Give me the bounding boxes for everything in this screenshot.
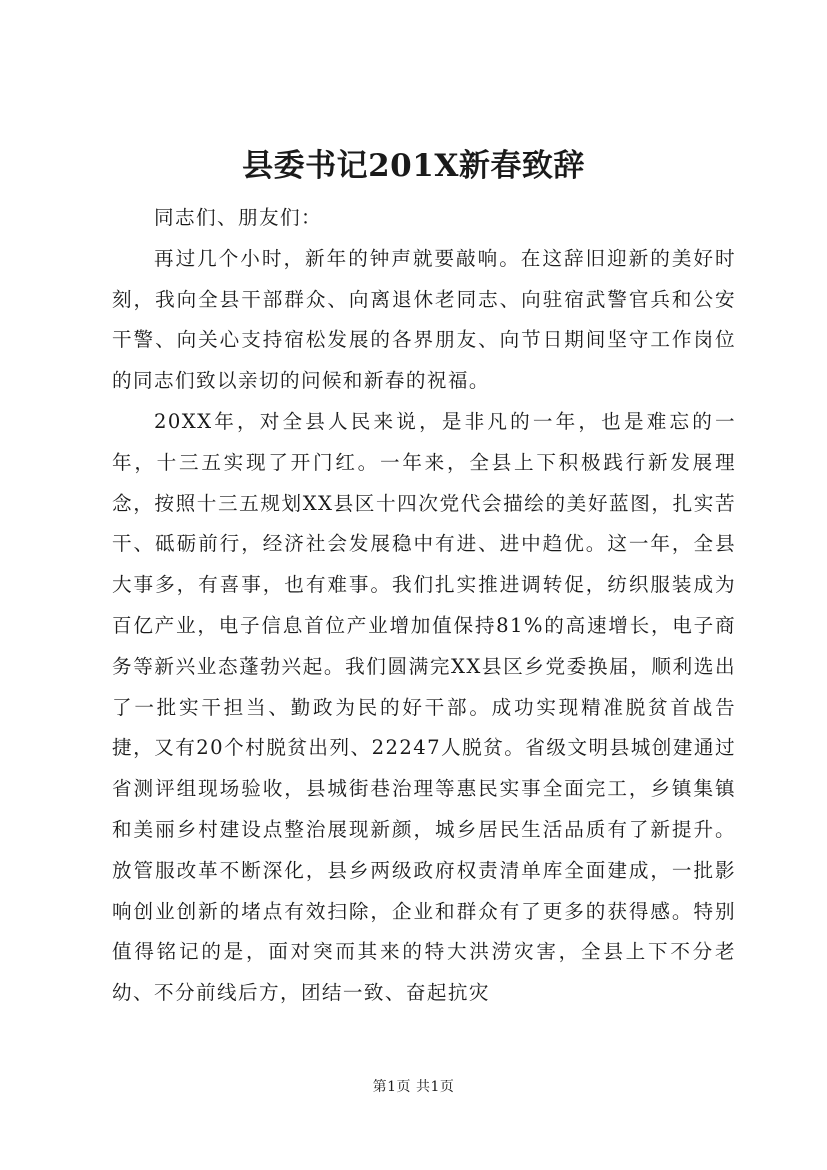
page-footer: 第1页 共1页 <box>372 1079 455 1095</box>
salutation: 同志们、朋友们： <box>154 206 322 229</box>
paragraph-2: 20XX年，对全县人民来说，是非凡的一年，也是难忘的一年，十三五实现了开门红。一年来，全县上下积极践行新发展理念，按照十三五规划XX县区十四次党代会描绘的美好蓝图，扎实苦干、砥砺前行，经济社会发展稳中有进、进中趋优。这一年，全县大事多，有喜事，也有难事。我们扎实推进调转促，纺织服装成为百亿产业，电子信息首位产业增加值保持81%的高速增长，电子商务等新兴业态蓬勃兴起。我们圆满完XX县区乡党委换届，顺利选出了一批实干担当、勤政为民的好干部。成功实现精准脱贫首战告捷，又有20个村脱贫出列、22247人脱贫。省级文明县城创建通过省测评组现场验收，县城街巷治理等惠民实事全面完工，乡镇集镇和美丽乡村建设点整治展现新颜，城乡居民生活品质有了新提升。放管服改革不断深化，县乡两级政府权责清单库全面建成，一批影响创业创新的堵点有效扫除，企业和群众有了更多的获得感。特别值得铭记的是，面对突而其来的特大洪涝灾害，全县上下不分老幼、不分前线后方，团结一致、奋起抗灾 <box>112 409 736 1005</box>
document-title: 县委书记201X新春致辞 <box>242 148 585 184</box>
document-body <box>112 198 736 1014</box>
paragraph-1: 再过几个小时，新年的钟声就要敲响。在这辞旧迎新的美好时刻，我向全县干部群众、向离退休老同志、向驻宿武警官兵和公安干警、向关心支持宿松发展的各界朋友、向节日期间坚守工作岗位的同志们致以亲切的问候和新春的祝福。 <box>112 246 736 393</box>
